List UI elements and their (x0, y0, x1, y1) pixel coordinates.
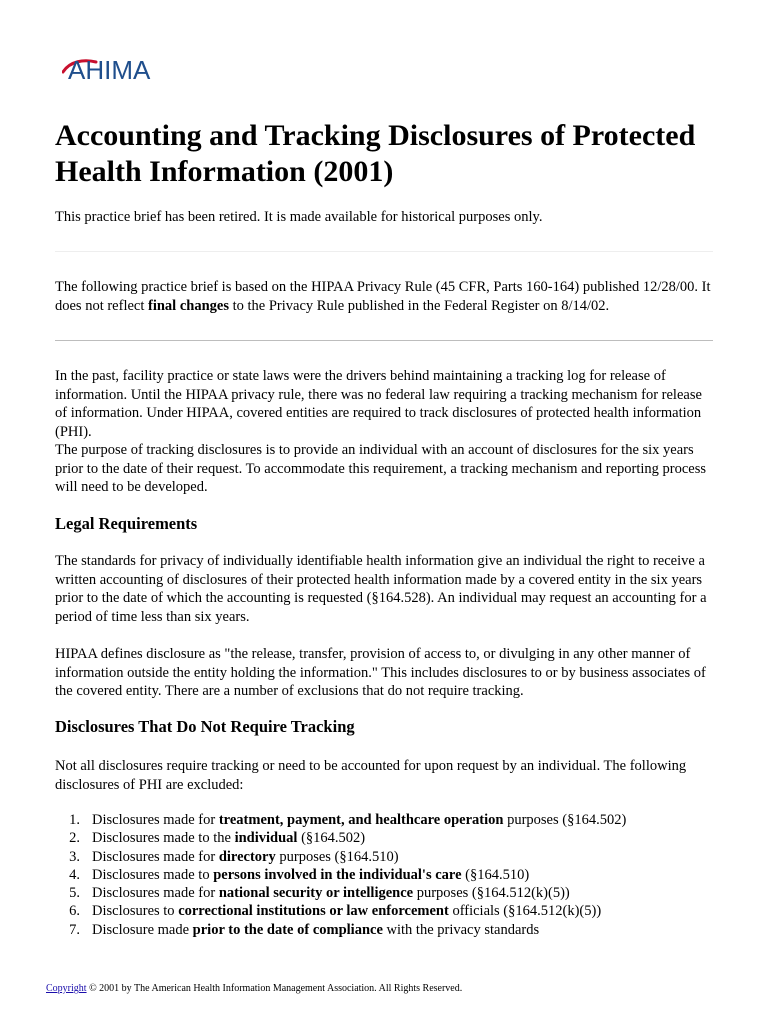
basis-note-emphasis: final changes (148, 297, 229, 314)
basis-note-text-2: to the Privacy Rule published in the Federal Register on 8/14/02. (228, 297, 610, 314)
retired-notice: This practice brief has been retired. It is made available for historical purposes only. (55, 209, 543, 225)
list-item: 4. Disclosures made to persons involved in the individual's care (§164.510) (69, 866, 530, 883)
page-title: Accounting and Tracking Disclosures of Protected Health Information (2001) (55, 119, 696, 188)
exclusions-intro: Not all disclosures require tracking or need to be accounted for upon request by an individual. The following disclosures of PHI are excluded: (55, 758, 687, 793)
ahima-logo (62, 52, 162, 86)
divider-top (55, 251, 713, 252)
section-heading-exclusions: Disclosures That Do Not Require Tracking (55, 717, 355, 736)
list-item: 2. Disclosures made to the individual (§164.502) (69, 830, 366, 847)
list-item: 1. Disclosures made for treatment, payment, and healthcare operation purposes (§164.502) (69, 812, 627, 828)
basis-note (55, 278, 717, 315)
divider-main (55, 340, 713, 341)
list-item: 3. Disclosures made for directory purposes (§164.510) (69, 848, 399, 865)
intro-paragraph: In the past, facility practice or state laws were the drivers behind maintaining a tracking log for release of information. Until the HIPAA privacy rule, there was no federal law requiring a tracking mechanism for release of information. Under HIPAA, covered entities are required to track disclosures of protected health information (PHI). (55, 368, 702, 440)
exclusions-list (55, 811, 717, 939)
list-item: 6. Disclosures to correctional institutions or law enforcement officials (§164.512(k)(5)) (69, 903, 602, 920)
copyright-text: © 2001 by The American Health Information Management Association. All Rights Reserved. (86, 983, 463, 994)
logo-text: AHIMA (68, 55, 151, 85)
legal-paragraph: The standards for privacy of individually identifiable health information give an individual the right to receive a written accounting of disclosures of their protected health information made by a covered entity in the six years prior to the date of which the accounting is requested (§164.528). An individual may request an accounting for a period of time less than six years. (55, 553, 707, 625)
list-item: 5. Disclosures made for national security or intelligence purposes (§164.512(k)(5)) (69, 885, 570, 902)
purpose-paragraph: The purpose of tracking disclosures is to provide an individual with an account of disclosures for the six years prior to the date of their request. To accommodate this requirement, a tracking mechanism and reporting process will need to be developed. (55, 442, 706, 496)
footer (46, 983, 462, 995)
disclosure-definition-paragraph: HIPAA defines disclosure as "the release, transfer, provision of access to, or divulging in any other manner of information outside the entity holding the information." This includes disclosures to or by business associates of the covered entity. There are a number of exclusions that do not require tracking. (55, 646, 706, 700)
copyright-link[interactable]: Copyright (46, 983, 87, 994)
section-heading-legal: Legal Requirements (55, 514, 198, 533)
ahima-logo-mark (62, 52, 162, 86)
list-item: 7. Disclosure made prior to the date of compliance with the privacy standards (69, 921, 540, 938)
basis-note-text-1: The following practice brief is based on the HIPAA Privacy Rule (45 CFR, Parts 160-164) published 12/28/00. It does not reflect (55, 279, 711, 314)
